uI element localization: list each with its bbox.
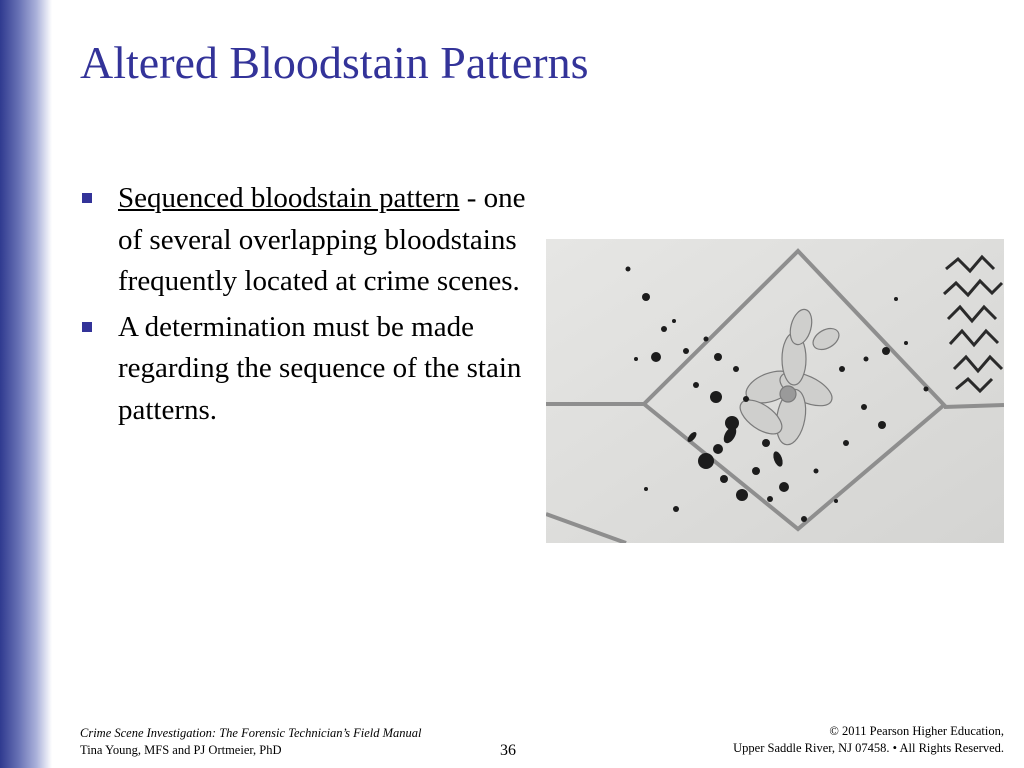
bullet-list [80, 178, 530, 435]
footer-copyright [733, 723, 1004, 757]
slide-title: Altered Bloodstain Patterns [80, 37, 589, 88]
bullet-text: A determination must be made regarding the sequence of the stain patterns. [118, 310, 522, 426]
bullet-item-determination [80, 307, 530, 432]
footer-book-info [80, 725, 422, 759]
square-bullet-icon [82, 193, 92, 203]
term-sequenced-bloodstain-pattern: Sequenced bloodstain pattern [118, 182, 460, 214]
bullet-item-sequenced-pattern [80, 178, 530, 303]
square-bullet-icon [82, 322, 92, 332]
bullet-text: - one of several overlapping bloodstains frequently located at crime scenes. [118, 182, 526, 297]
footer-copyright-line: © 2011 Pearson Higher Education, [829, 724, 1004, 738]
footer-book-title: Crime Scene Investigation: The Forensic Technician’s Field Manual [80, 726, 422, 740]
bloodstain-photo-icon [546, 239, 1004, 543]
footer-authors: Tina Young, MFS and PJ Ortmeier, PhD [80, 743, 282, 757]
page-number: 36 [500, 742, 516, 759]
side-gradient-bar [0, 0, 52, 768]
footer-address-line: Upper Saddle River, NJ 07458. • All Rights Reserved. [733, 741, 1004, 755]
